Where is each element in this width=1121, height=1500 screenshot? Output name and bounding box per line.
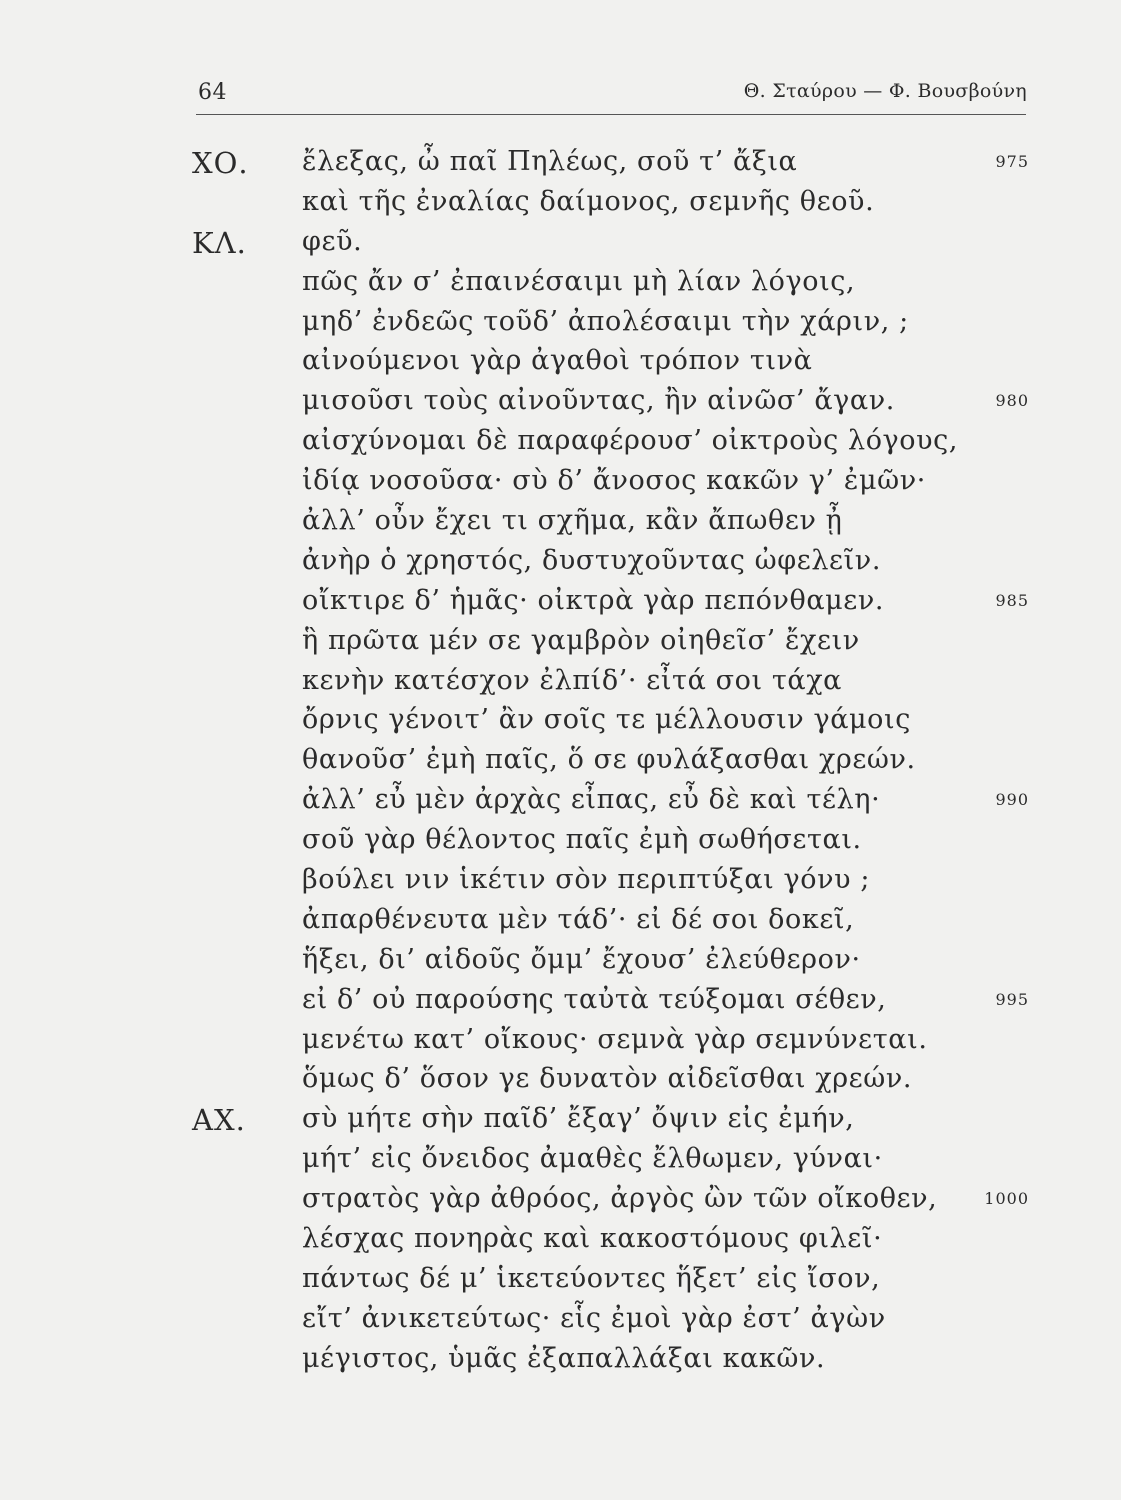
verse-text: σοῦ γὰρ θέλοντος παῖς ἐμὴ σωθήσεται.	[302, 824, 862, 856]
line-number: 980	[995, 391, 1029, 411]
verse-line	[0, 505, 1121, 545]
verse-line	[0, 186, 1121, 226]
verse-text: θανοῦσ’ ἐμὴ παῖς, ὅ σε φυλάξασθαι χρεών.	[302, 744, 916, 776]
verse-text: ἰδίᾳ νοσοῦσα· σὺ δ’ ἄνοσος κακῶν γ’ ἐμῶν·	[302, 465, 926, 497]
speaker-label: ΑΧ.	[192, 1103, 246, 1138]
verse-line	[0, 306, 1121, 346]
verse-line	[0, 1024, 1121, 1064]
verse-text: φεῦ.	[302, 225, 363, 257]
verse-text: ἀνὴρ ὁ χρηστός, δυστυχοῦντας ὠφελεῖν.	[302, 544, 881, 576]
verse-line	[0, 1223, 1121, 1263]
verse-text: αἰσχύνομαι δὲ παραφέρουσ’ οἰκτροὺς λόγους,	[302, 425, 959, 457]
verse-line	[0, 1263, 1121, 1303]
verse-text: στρατὸς γὰρ ἀθρόος, ἀργὸς ὢν τῶν οἴκοθεν,	[302, 1183, 938, 1215]
verse-text: μήτ’ εἰς ὄνειδος ἀμαθὲς ἔλθωμεν, γύναι·	[302, 1143, 883, 1175]
line-number: 995	[995, 989, 1029, 1009]
line-number: 990	[995, 790, 1029, 810]
verse-line	[0, 146, 1121, 186]
verse-text: ἣ πρῶτα μέν σε γαμβρὸν οἰηθεῖσ’ ἔχειν	[302, 624, 860, 656]
page-number: 64	[198, 80, 227, 105]
verse-text: ὅμως δ’ ὅσον γε δυνατὸν αἰδεῖσθαι χρεών.	[302, 1063, 913, 1095]
verse-text: κενὴν κατέσχον ἐλπίδ’· εἶτά σοι τάχα	[302, 664, 843, 696]
verse-line	[0, 824, 1121, 864]
verse-line	[0, 944, 1121, 984]
line-number: 985	[995, 590, 1029, 610]
verse-line	[0, 585, 1121, 625]
verse-line	[0, 665, 1121, 705]
verse-text: μενέτω κατ’ οἴκους· σεμνὰ γὰρ σεμνύνεται.	[302, 1023, 928, 1055]
verse-line	[0, 625, 1121, 665]
verse-text: μέγιστος, ὑμᾶς ἐξαπαλλάξαι κακῶν.	[302, 1342, 826, 1374]
line-number: 975	[995, 152, 1029, 171]
verse-line	[0, 984, 1121, 1024]
verse-line	[0, 904, 1121, 944]
verse-block	[0, 146, 1121, 1383]
verse-text: αἰνούμενοι γὰρ ἀγαθοὶ τρόπον τινὰ	[302, 345, 813, 377]
verse-text: εἴτ’ ἀνικετεύτως· εἷς ἐμοὶ γὰρ ἐστ’ ἀγὼν	[302, 1302, 886, 1334]
verse-line	[0, 226, 1121, 266]
verse-line	[0, 744, 1121, 784]
verse-line	[0, 1343, 1121, 1383]
verse-line	[0, 1143, 1121, 1183]
running-head: Θ. Σταύρου — Φ. Βουσβούνη	[743, 80, 1027, 102]
verse-text: μηδ’ ἐνδεῶς τοῦδ’ ἀπολέσαιμι τὴν χάριν, ;	[302, 305, 909, 337]
verse-text: βούλει νιν ἱκέτιν σὸν περιπτύξαι γόνυ ;	[302, 864, 871, 896]
verse-line	[0, 465, 1121, 505]
verse-text: πάντως δέ μ’ ἱκετεύοντες ἥξετ’ εἰς ἴσον,	[302, 1262, 881, 1294]
verse-text: πῶς ἄν σ’ ἐπαινέσαιμι μὴ λίαν λόγοις,	[302, 265, 856, 297]
verse-line	[0, 385, 1121, 425]
verse-text: σὺ μήτε σὴν παῖδ’ ἔξαγ’ ὄψιν εἰς ἐμήν,	[302, 1103, 855, 1135]
verse-text: ἔλεξας, ὦ παῖ Πηλέως, σοῦ τ’ ἄξια	[302, 146, 798, 177]
verse-text: οἴκτιρε δ’ ἡμᾶς· οἰκτρὰ γὰρ πεπόνθαμεν.	[302, 584, 885, 616]
verse-line	[0, 266, 1121, 306]
verse-text: ἥξει, δι’ αἰδοῦς ὄμμ’ ἔχουσ’ ἐλεύθερον·	[302, 943, 861, 975]
verse-line	[0, 1303, 1121, 1343]
verse-line	[0, 345, 1121, 385]
verse-text: εἰ δ’ οὐ παρούσης ταὐτὰ τεύξομαι σέθεν,	[302, 983, 887, 1015]
verse-line	[0, 1063, 1121, 1103]
verse-text: ἀλλ’ οὖν ἔχει τι σχῆμα, κἂν ἄπωθεν ᾖ	[302, 505, 843, 537]
verse-text: καὶ τῆς ἐναλίας δαίμονος, σεμνῆς θεοῦ.	[302, 185, 875, 217]
verse-line	[0, 545, 1121, 585]
verse-line	[0, 1103, 1121, 1143]
verse-line	[0, 1183, 1121, 1223]
verse-text: ἀλλ’ εὖ μὲν ἀρχὰς εἶπας, εὖ δὲ καὶ τέλη·	[302, 784, 881, 816]
line-number: 1000	[984, 1189, 1029, 1209]
verse-text: μισοῦσι τοὺς αἰνοῦντας, ἢν αἰνῶσ’ ἄγαν.	[302, 385, 895, 417]
verse-text: ὄρνις γένοιτ’ ἂν σοῖς τε μέλλουσιν γάμοις	[302, 704, 911, 736]
header-rule	[196, 114, 1026, 115]
verse-line	[0, 704, 1121, 744]
verse-line	[0, 425, 1121, 465]
speaker-label: ΧΟ.	[192, 146, 249, 180]
verse-line	[0, 864, 1121, 904]
speaker-label: ΚΛ.	[192, 225, 247, 260]
verse-text: λέσχας πονηρὰς καὶ κακοστόμους φιλεῖ·	[302, 1223, 883, 1255]
verse-line	[0, 784, 1121, 824]
verse-text: ἀπαρθένευτα μὲν τάδ’· εἰ δέ σοι δοκεῖ,	[302, 903, 855, 935]
